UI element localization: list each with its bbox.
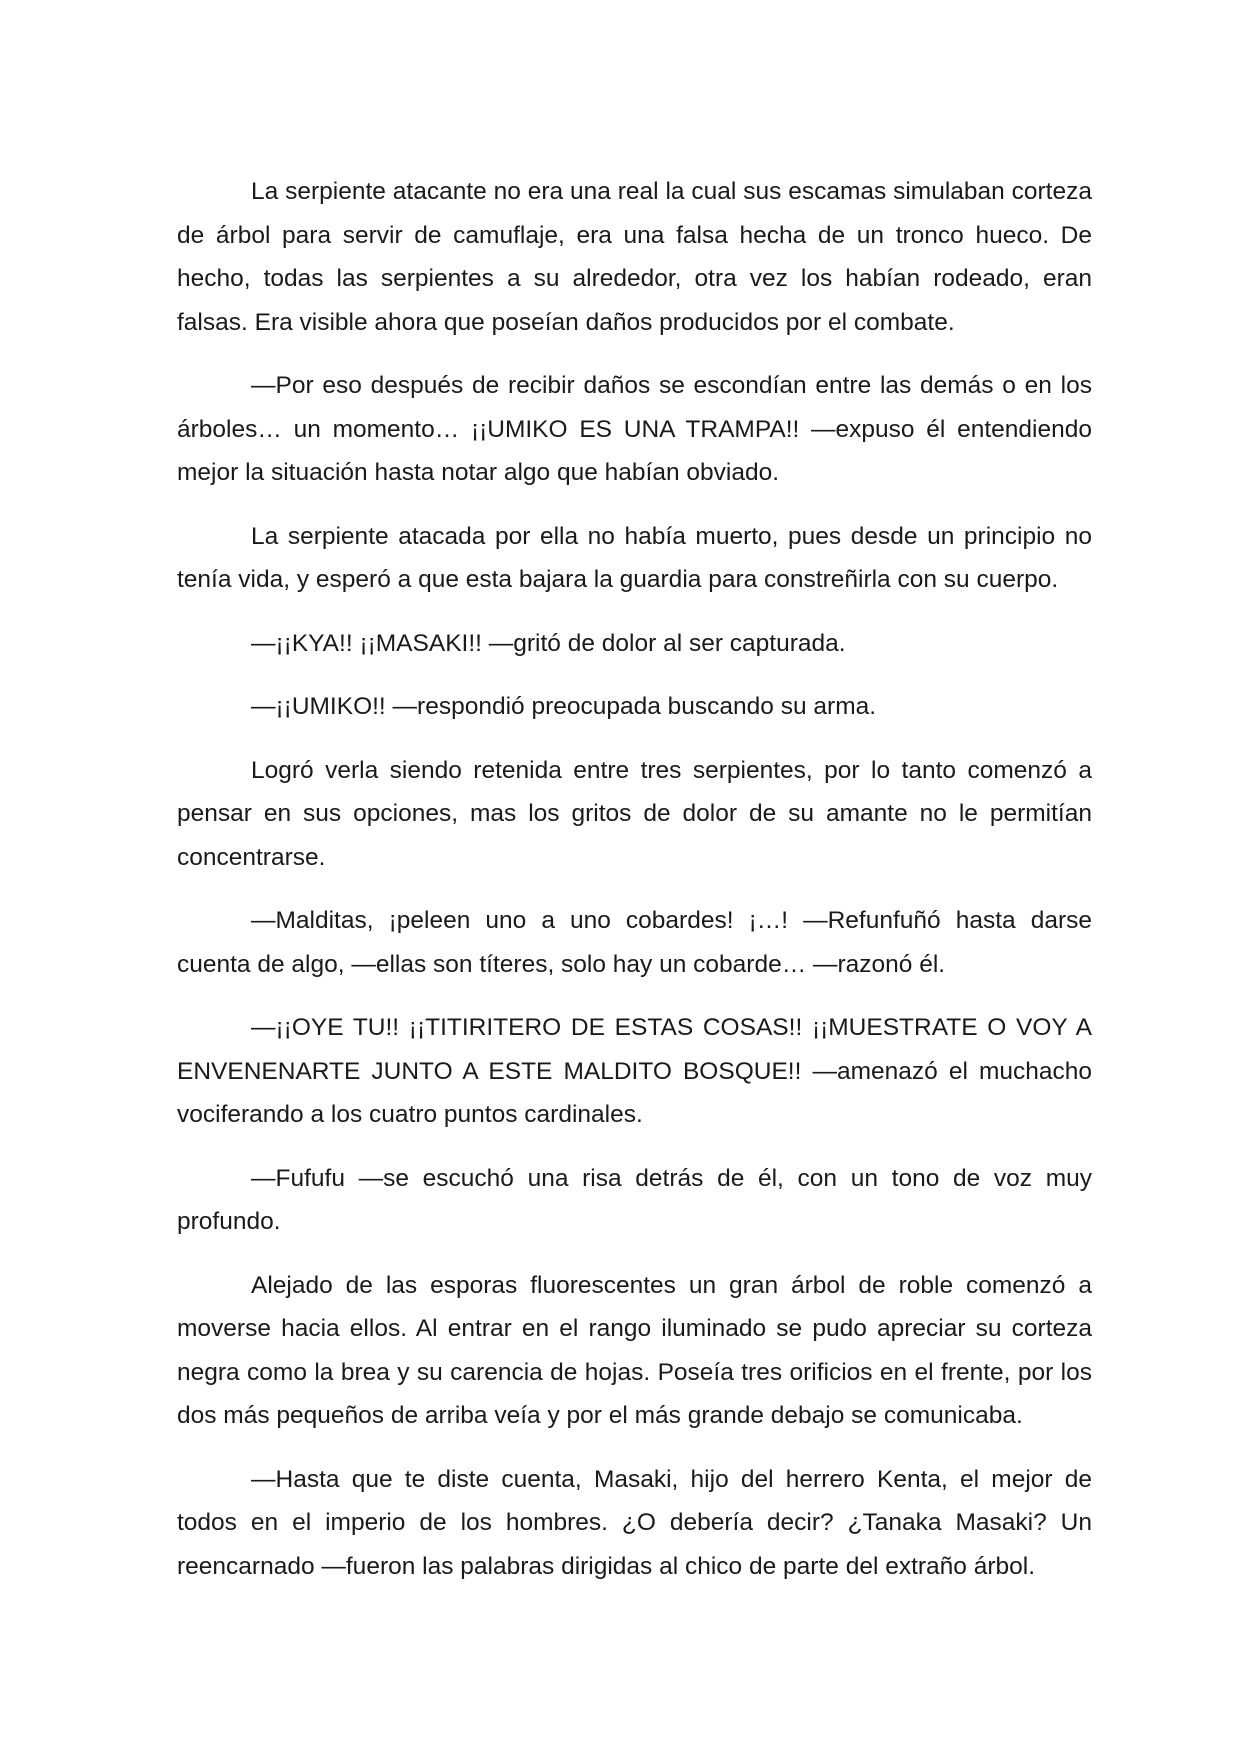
paragraph: —¡¡OYE TU!! ¡¡TITIRITERO DE ESTAS COSAS!! ¡¡MUESTRATE O VOY A ENVENENARTE JUNTO A ESTE MALDITO BOSQUE!! —amenazó el muchacho vociferando a los cuatro puntos cardinales. <box>177 1014 1092 1128</box>
paragraph: —¡¡KYA!! ¡¡MASAKI!! —gritó de dolor al ser capturada. <box>251 629 846 657</box>
paragraph: —Malditas, ¡peleen uno a uno cobardes! ¡…! —Refunfuñó hasta darse cuenta de algo, —ellas son títeres, solo hay un cobarde… —razonó él. <box>177 907 1092 978</box>
paragraph: La serpiente atacante no era una real la cual sus escamas simulaban corteza de árbol para servir de camuflaje, era una falsa hecha de un tronco hueco. De hecho, todas las serpientes a su alrededor, otra vez los habían rodeado, eran falsas. Era visible ahora que poseían daños producidos por el combate. <box>177 178 1092 336</box>
paragraph: —Fufufu —se escuchó una risa detrás de él, con un tono de voz muy profundo. <box>177 1164 1092 1235</box>
body-text <box>177 170 1092 1588</box>
paragraph: Alejado de las esporas fluorescentes un gran árbol de roble comenzó a moverse hacia ellos. Al entrar en el rango iluminado se pudo apreciar su corteza negra como la brea y su carencia de hojas. Poseía tres orificios en el frente, por los dos más pequeños de arriba veía y por el más grande debajo se comunicaba. <box>177 1271 1092 1429</box>
paragraph: Logró verla siendo retenida entre tres serpientes, por lo tanto comenzó a pensar en sus opciones, mas los gritos de dolor de su amante no le permitían concentrarse. <box>177 756 1092 871</box>
paragraph: —¡¡UMIKO!! —respondió preocupada buscando su arma. <box>251 693 877 720</box>
paragraph: —Por eso después de recibir daños se escondían entre las demás o en los árboles… un momento… ¡¡UMIKO ES UNA TRAMPA!! —expuso él entendiendo mejor la situación hasta notar algo que habían obviado. <box>177 372 1092 486</box>
paragraph: —Hasta que te diste cuenta, Masaki, hijo del herrero Kenta, el mejor de todos en el imperio de los hombres. ¿O debería decir? ¿Tanaka Masaki? Un reencarnado —fueron las palabras dirigidas al chico de parte del extraño árbol. <box>177 1465 1092 1580</box>
paragraph: La serpiente atacada por ella no había muerto, pues desde un principio no tenía vida, y esperó a que esta bajara la guardia para constreñirla con su cuerpo. <box>177 522 1092 593</box>
